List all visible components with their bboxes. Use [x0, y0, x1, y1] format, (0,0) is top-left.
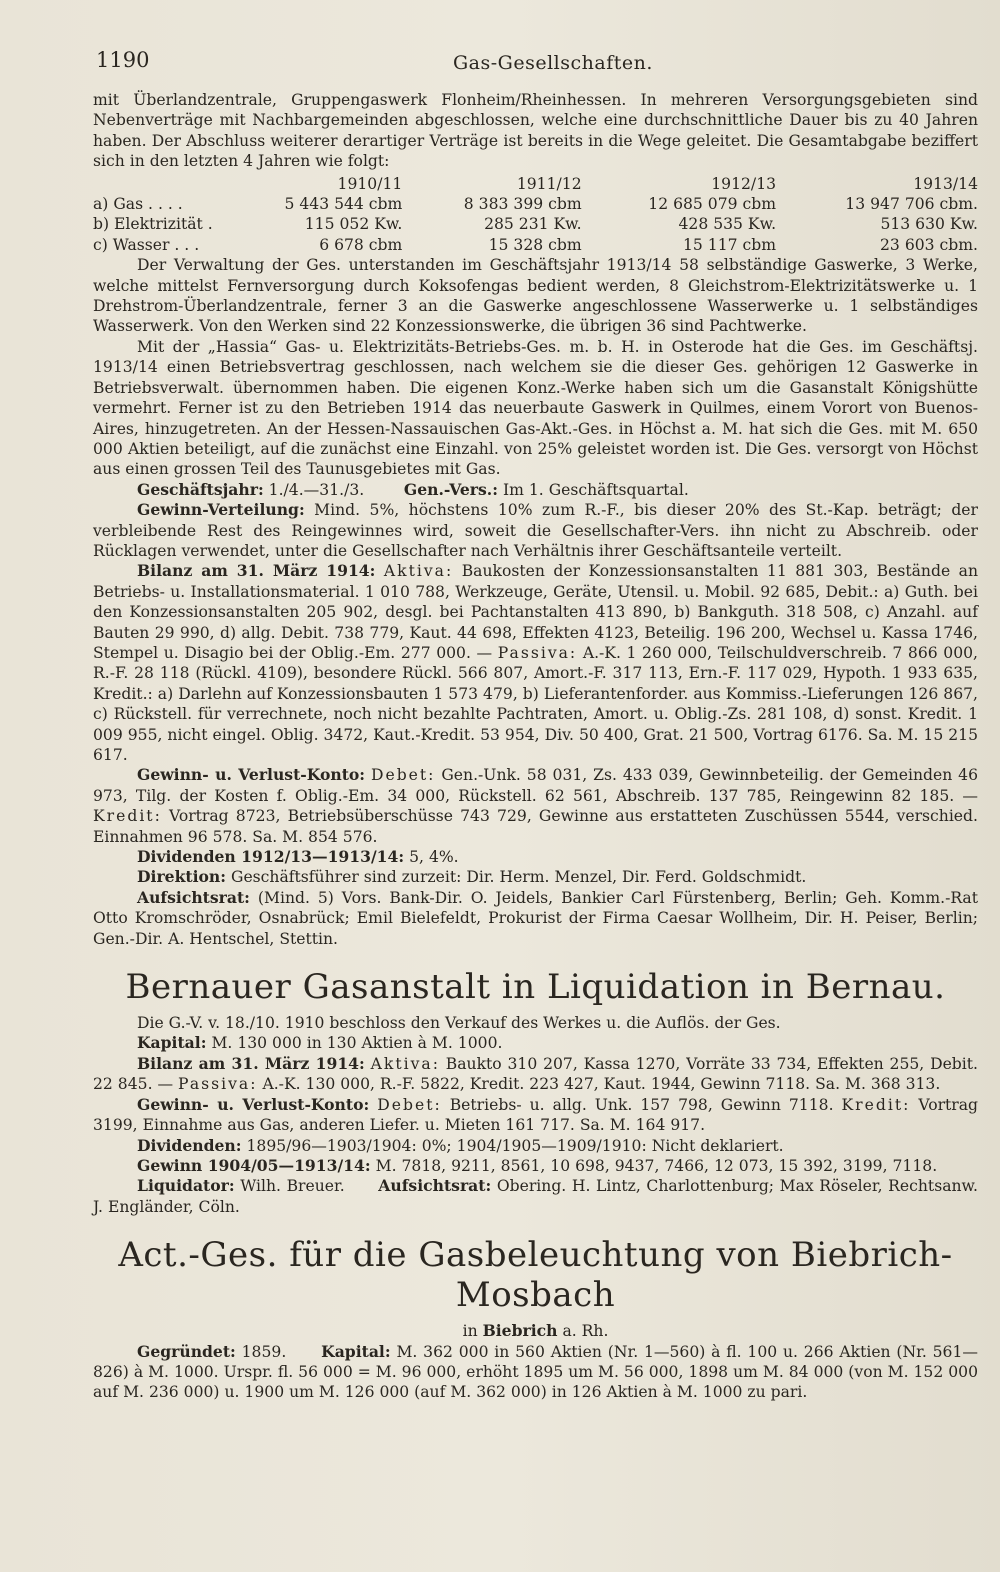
passiva-label: Passiva:: [497, 643, 578, 662]
bernau-gewinn-line: [93, 1156, 978, 1176]
liquidator-label: Liquidator:: [137, 1176, 235, 1196]
debet-label: Debet:: [377, 1095, 442, 1114]
cell-value: 15 328 cbm: [488, 235, 582, 254]
section-biebrich: [93, 1235, 978, 1403]
gewinn-verteilung-label: Gewinn-Verteilung:: [137, 500, 305, 520]
section-title-biebrich: Act.-Ges. für die Gasbeleuchtung von Biebrich-Mosbach: [118, 1235, 953, 1316]
geschaeftsjahr-line: [93, 480, 978, 500]
dividenden-label: Dividenden 1912/13—1913/14:: [137, 847, 405, 867]
section-continuation: [93, 90, 978, 949]
aufsichtsrat-label: Aufsichtsrat:: [378, 1176, 492, 1196]
section-title-bernau: Bernauer Gasanstalt in Liquidation in Bernau.: [125, 967, 946, 1008]
dividenden-value: 5, 4%.: [409, 848, 459, 867]
year-header: 1910/11: [337, 174, 403, 193]
gewinn-verteilung-text: Mind. 5%, höchstens 10% zum R.-F., bis dieser 20% des St.-Kap. beträgt; der verbleibende Rest des Reingewinnes wird, soweit die Gesellschafter-Vers. ihn nicht zu Abschreib. oder Rücklagen verwendet, unter die Gesellschafter nach Verhältnis ihrer Geschäftsanteile verteilt.: [93, 501, 978, 560]
cell-value: 12 685 079 cbm: [648, 195, 777, 214]
guv-kredit-text: Vortrag 8723, Betriebsüberschüsse 743 729, Gewinne aus erstatteten Zuschüssen 5544, verschied. Einnahmen 96 578. Sa. M. 854 576.: [93, 807, 978, 846]
kapital-label: Kapital:: [321, 1341, 391, 1361]
table-row: [93, 235, 978, 255]
subtitle-suffix: a. Rh.: [562, 1322, 609, 1341]
year-header: 1912/13: [711, 174, 777, 193]
gegruendet-value: 1859.: [241, 1342, 287, 1361]
aktiva-label: Aktiva:: [370, 1054, 440, 1073]
geschaeftsjahr-label: Geschäftsjahr:: [137, 479, 264, 499]
bilanz-aktiva-text: Baukto 310 207, Kassa 1270, Vorräte 33 734, Effekten 255, Debit. 22 845. —: [93, 1054, 978, 1094]
guv-kredit-text: Vortrag 3199, Einnahme aus Gas, anderen Liefer. u. Mieten 161 717. Sa. M. 164 917.: [93, 1095, 979, 1135]
biebrich-kapital-paragraph: [93, 1342, 978, 1403]
guv-label: Gewinn- u. Verlust-Konto:: [137, 1094, 370, 1114]
bernau-intro: Die G.-V. v. 18./10. 1910 beschloss den Verkauf des Werkes u. die Auflös. der Ges.: [137, 1014, 781, 1033]
table-row: [93, 214, 978, 234]
dividenden-label: Dividenden:: [137, 1135, 242, 1155]
hassia-paragraph: Mit der „Hassia“ Gas- u. Elektrizitäts-Betriebs-Ges. m. b. H. in Osterode hat die Ges. im Geschäftsj. 1913/14 einen Betriebsvertrag geschlossen, nach welchem sie die dieser Ges. gehörigen 12 Gaswerke in Betriebsverwalt. übernommen haben. Die eigenen Konz.-Werke haben sich um die Gasanstalt Königshütte vermehrt. Ferner ist zu den Betrieben 1914 das neuerbaute Gaswerk in Quilmes, einem Vorort von Buenos-Aires, hinzugetreten. An der Hessen-Nassauischen Gas-Akt.-Ges. in Höchst a. M. hat sich die Ges. mit M. 650 000 Aktien beteiligt, auf die zunächst eine Einzahl. von 25% geleistet worden ist. Die Ges. versorgt von Höchst aus einen grossen Teil des Taunusgebietes mit Gas.: [93, 337, 978, 479]
dividenden-value: 1895/96—1903/1904: 0%; 1904/1905—1909/1910: Nicht deklariert.: [246, 1136, 784, 1155]
gewinn-value: M. 7818, 9211, 8561, 10 698, 9437, 7466, 12 073, 15 392, 3199, 7118.: [375, 1156, 938, 1175]
cell-value: 15 117 cbm: [683, 235, 777, 254]
guv-label: Gewinn- u. Verlust-Konto:: [137, 765, 366, 785]
kredit-label: Kredit:: [93, 807, 162, 826]
year-header: 1911/12: [516, 174, 582, 193]
kapital-label: Kapital:: [137, 1033, 207, 1053]
gen-vers-label: Gen.-Vers.:: [403, 479, 498, 499]
cell-value: 428 535 Kw.: [678, 215, 777, 234]
row-label: c) Wasser . . .: [93, 235, 200, 254]
kapital-value: M. 362 000 in 560 Aktien (Nr. 1—560) à fl. 100 u. 266 Aktien (Nr. 561—826) à M. 1000. Urspr. fl. 56 000 = M. 96 000, erhöht 1895 um M. 56 000, 1898 um M. 84 000 (von M. 152 000 auf M. 236 000) u. 1900 um M. 126 000 (auf M. 362 000) in 126 Aktien à M. 1000 zu pari.: [93, 1342, 978, 1402]
page-number: 1190: [96, 48, 150, 72]
aufsichtsrat-value: (Mind. 5) Vors. Bank-Dir. O. Jeidels, Bankier Carl Fürstenberg, Berlin; Geh. Komm.-Rat Otto Kromschröder, Osnabrück; Emil Bielefeldt, Prokurist der Firma Caesar Wollheim, Dir. H. Peiser, Berlin; Gen.-Dir. A. Hentschel, Stettin.: [93, 888, 978, 948]
cell-value: 513 630 Kw.: [880, 215, 978, 234]
table-row: [93, 194, 978, 214]
cell-value: 115 052 Kw.: [304, 215, 403, 234]
subtitle-prefix: in: [462, 1322, 478, 1341]
running-title: Gas-Gesellschaften.: [453, 52, 653, 74]
direktion-value: Geschäftsführer sind zurzeit: Dir. Herm. Menzel, Dir. Ferd. Goldschmidt.: [230, 868, 807, 887]
debet-label: Debet:: [370, 766, 436, 785]
guv-debet-text: Gen.-Unk. 58 031, Zs. 433 039, Gewinnbeteilig. der Gemeinden 46 973, Tilg. der Kosten f. Oblig.-Em. 34 000, Rückstell. 62 561, Abschreib. 137 785, Reingewinn 82 185. —: [93, 766, 978, 805]
bilanz-passiva-text: A.-K. 1 260 000, Teilschuldverschreib. 7 866 000, R.-F. 28 118 (Rückl. 4109), besondere Rückl. 566 807, Amort.-F. 317 113, Ern.-F. 117 029, Hypoth. 1 933 635, Kredit.: a) Darlehn auf Konzessionsbauten 1 573 479, b) Lieferantenforder. aus Kommiss.-Lieferungen 126 867, c) Rückstell. für verrechnete, noch nicht bezahlte Pachtraten, Amort. u. Oblig.-Zs. 281 108, d) sonst. Kredit. 1 009 955, nicht eingel. Oblig. 3472, Kaut.-Kredit. 53 954, Div. 50 400, Grat. 21 500, Vortrag 6176. Sa. M. 15 215 617.: [93, 643, 978, 764]
guv-paragraph: [93, 765, 978, 847]
gewinn-verteilung-paragraph: [93, 500, 978, 561]
section-bernau: [93, 967, 978, 1217]
cell-value: 6 678 cbm: [319, 235, 403, 254]
bilanz-passiva-text: A.-K. 130 000, R.-F. 5822, Kredit. 223 427, Kaut. 1944, Gewinn 7118. Sa. M. 368 313.: [262, 1075, 941, 1094]
cell-value: 8 383 399 cbm: [463, 195, 582, 214]
verwaltung-paragraph: Der Verwaltung der Ges. unterstanden im Geschäftsjahr 1913/14 58 selbständige Gaswerke, 3 Werke, welche mittelst Fernversorgung durch Koksofengas bedient werden, 8 Gleichstrom-Elektrizitätswerke u. 1 Drehstrom-Überlandzentrale, ferner 3 an die Gaswerke angeschlossene Wasserwerke u. 1 selbständiges Wasserwerk. Von den Werken sind 22 Konzessionswerke, die übrigen 36 sind Pachtwerke.: [93, 256, 978, 336]
year-header: 1913/14: [913, 174, 978, 193]
aufsichtsrat-paragraph: [93, 888, 978, 949]
section-subtitle-biebrich: [93, 1321, 978, 1341]
gen-vers-value: Im 1. Geschäftsquartal.: [502, 480, 689, 499]
bilanz-label: Bilanz am 31. März 1914:: [137, 561, 376, 581]
aufsichtsrat-value: Obering. H. Lintz, Charlottenburg; Max Röseler, Rechtsanw. J. Engländer, Cöln.: [93, 1177, 978, 1216]
bernau-liquidator-line: [93, 1176, 978, 1217]
row-label: a) Gas . . . .: [93, 195, 183, 214]
kredit-label: Kredit:: [841, 1095, 911, 1114]
direktion-label: Direktion:: [137, 867, 227, 887]
cell-value: 23 603 cbm.: [880, 235, 978, 254]
row-label: b) Elektrizität .: [93, 215, 213, 234]
dividenden-line: [93, 847, 978, 867]
geschaeftsjahr-value: 1./4.—31./3.: [268, 480, 365, 499]
aktiva-label: Aktiva:: [383, 562, 454, 581]
bernau-bilanz-paragraph: [93, 1054, 978, 1095]
supply-table-header: [93, 174, 978, 194]
gegruendet-label: Gegründet:: [137, 1341, 236, 1361]
intro-paragraph: mit Überlandzentrale, Gruppengaswerk Flonheim/Rheinhessen. In mehreren Versorgungsgebieten sind Nebenverträge mit Nachbargemeinden abgeschlossen, welche eine durchschnittliche Dauer bis zu 40 Jahren haben. Der Abschluss weiterer derartiger Verträge ist bereits in die Wege geleitet. Die Gesamtabgabe beziffert sich in den letzten 4 Jahren wie folgt:: [93, 91, 978, 171]
liquidator-value: Wilh. Breuer.: [240, 1177, 345, 1196]
subtitle-place: Biebrich: [482, 1321, 558, 1341]
aufsichtsrat-label: Aufsichtsrat:: [137, 887, 250, 907]
supply-table: [93, 174, 978, 256]
cell-value: 285 231 Kw.: [484, 215, 582, 234]
guv-debet-text: Betriebs- u. allg. Unk. 157 798, Gewinn 7118.: [449, 1095, 834, 1114]
direktion-line: [93, 867, 978, 887]
gewinn-label: Gewinn 1904/05—1913/14:: [137, 1155, 371, 1175]
bilanz-aktiva-text: Baukosten der Konzessionsanstalten 11 881 303, Bestände an Betriebs- u. Installationsmaterial. 1 010 788, Werkzeuge, Geräte, Utensil. u. Mobil. 92 685, Debit.: a) Guth. bei den Konzessionsanstalten 205 902, desgl. bei Pachtanstalten 413 890, b) Bankguth. 318 508, c) Anzahl. auf Bauten 29 990, d) allg. Debit. 738 779, Kaut. 44 698, Effekten 4123, Beteilig. 196 200, Wechsel u. Kassa 1746, Stempel u. Disagio bei der Oblig.-Em. 277 000. —: [93, 562, 978, 662]
bernau-dividenden-line: [93, 1136, 978, 1156]
cell-value: 5 443 544 cbm: [284, 195, 403, 214]
bilanz-label: Bilanz am 31. März 1914:: [137, 1053, 365, 1073]
cell-value: 13 947 706 cbm.: [845, 195, 978, 214]
bilanz-paragraph: [93, 561, 978, 765]
bernau-guv-paragraph: [93, 1095, 978, 1136]
page-header: [93, 42, 978, 90]
bernau-kapital-line: [93, 1033, 978, 1053]
kapital-value: M. 130 000 in 130 Aktien à M. 1000.: [211, 1034, 503, 1053]
passiva-label: Passiva:: [178, 1075, 258, 1094]
